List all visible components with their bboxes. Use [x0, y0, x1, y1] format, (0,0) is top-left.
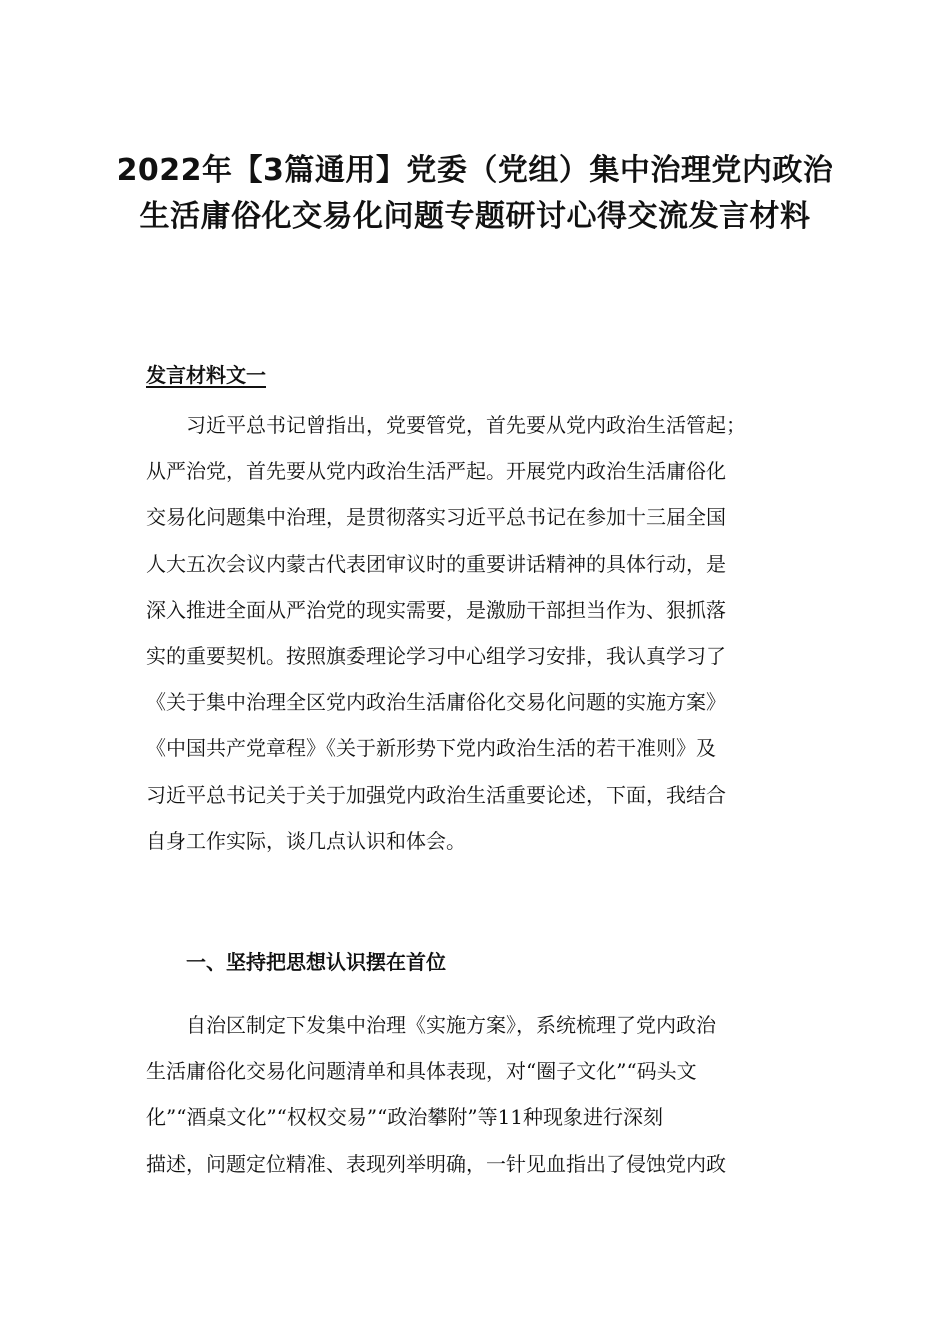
paragraph-line: 实的重要契机。按照旗委理论学习中心组学习安排，我认真学习了	[146, 644, 726, 669]
section-label: 发言材料文一	[146, 363, 266, 387]
paragraph-2	[146, 1002, 804, 1187]
paragraph-line: 《中国共产党章程》《关于新形势下党内政治生活的若干准则》及	[146, 736, 716, 761]
paragraph-line: 交易化问题集中治理，是贯彻落实习近平总书记在参加十三届全国	[146, 505, 726, 530]
paragraph-line: 化”“酒桌文化”“权权交易”“政治攀附”等11种现象进行深刻	[146, 1105, 664, 1130]
title-line-1: 2022年【3篇通用】党委（党组）集中治理党内政治	[116, 153, 834, 189]
title-line-2: 生活庸俗化交易化问题专题研讨心得交流发言材料	[139, 199, 811, 235]
paragraph-line: 描述，问题定位精准、表现列举明确，一针见血指出了侵蚀党内政	[146, 1151, 726, 1176]
paragraph-line: 人大五次会议内蒙古代表团审议时的重要讲话精神的具体行动，是	[146, 551, 726, 576]
paragraph-line: 自身工作实际，谈几点认识和体会。	[146, 828, 466, 853]
paragraph-line: 深入推进全面从严治党的现实需要，是激励干部担当作为、狠抓落	[146, 597, 726, 622]
paragraph-line: 从严治党，首先要从党内政治生活严起。开展党内政治生活庸俗化	[146, 459, 726, 484]
paragraph-line: 《关于集中治理全区党内政治生活庸俗化交易化问题的实施方案》	[146, 690, 726, 715]
paragraph-line: 习近平总书记关于关于加强党内政治生活重要论述，下面，我结合	[146, 782, 726, 807]
paragraph-1	[146, 402, 804, 864]
document-title	[100, 148, 850, 240]
paragraph-line: 生活庸俗化交易化问题清单和具体表现，对“圈子文化”“码头文	[146, 1059, 697, 1084]
section-heading-1: 一、坚持把思想认识摆在首位	[186, 949, 446, 974]
paragraph-line: 习近平总书记曾指出，党要管党，首先要从党内政治生活管起；	[186, 413, 746, 437]
paragraph-line: 自治区制定下发集中治理《实施方案》，系统梳理了党内政治	[186, 1013, 716, 1037]
